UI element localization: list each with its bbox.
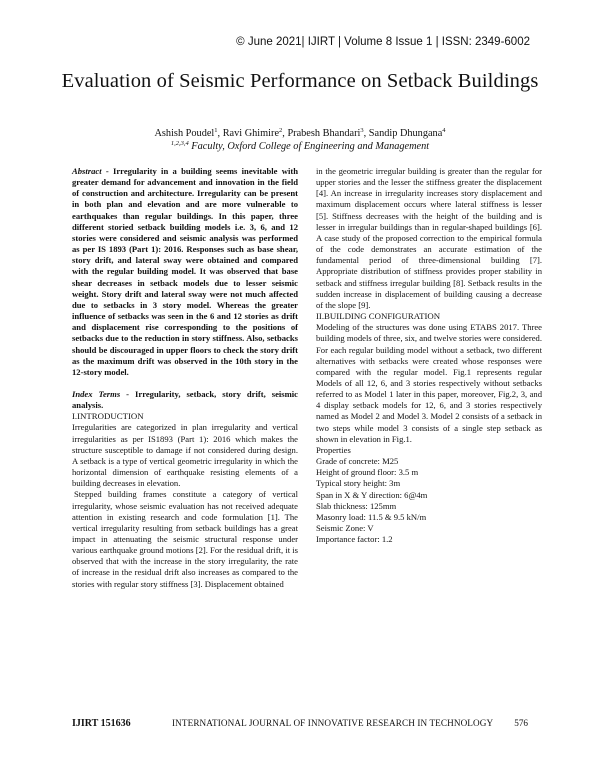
right-column	[316, 166, 542, 545]
author-name: Prabesh Bhandari	[287, 128, 361, 139]
property-item: Height of ground floor: 3.5 m	[316, 467, 419, 478]
property-item: Slab thickness: 125mm	[316, 500, 397, 511]
author-sep: ,	[282, 128, 288, 139]
index-terms	[72, 389, 298, 411]
properties-heading: Properties	[316, 444, 351, 455]
property-item: Span in X & Y direction: 6@4m	[316, 489, 428, 500]
left-column	[72, 166, 298, 590]
author-name: Sandip Dhungana	[368, 128, 443, 139]
property-item: Grade of concrete: M25	[316, 456, 399, 467]
section-heading-introduction: I.INTRODUCTION	[72, 411, 144, 422]
footer-page-number: 576	[514, 718, 528, 728]
author-list	[0, 128, 600, 139]
abstract	[72, 166, 298, 378]
affiliation-text: Faculty, Oxford College of Engineering and Management	[188, 141, 430, 152]
abstract-text: - Irregularity in a building seems inevitable with greater demand for advancement and innovation in the field of construction and architecture. Irregularity can be present in both plan and elevation and are more vulnerable to earthquakes than regular buildings. In this paper, three different storied setback building models i.e. 3, 6, and 12 stories were considered and seismic analysis was performed as per IS 1893 (Part 1): 2016. Responses such as base shear, story drift, and lateral sway were obtained and compared with the regular building model. It was observed that base shear decreases in setback models due to lesser seismic weight. Story drift and lateral sway were not much affected due to setbacks in 3 story model. Whereas the greater influence of setbacks was seen in the 6 and 12 stories as drift and displacement rise corresponding to the positions of setbacks due to the reduction in story stiffness. Also, setbacks should be discouraged in upper floors to check the story drift as the maximum drift was observed in the 10th story in the 12-story model.	[72, 166, 298, 377]
paper-title: Evaluation of Seismic Performance on Setback Buildings	[61, 70, 539, 92]
author-sup: 4	[442, 127, 446, 134]
intro-paragraph: Irregularities are categorized in plan irregularity and vertical irregularities as per IS1893 (Part 1): 2016 which makes the structure susceptible to damage if not considered during design. A setback is a type of vertical geometric irregularity in which the horizontal dimension of earthquake resisting elements of a building decreases in elevation.	[72, 422, 298, 489]
index-terms-text: - Irregularity, setback, story drift, seismic analysis.	[72, 388, 299, 411]
section-heading-building-configuration: II.BUILDING CONFIGURATION	[316, 311, 441, 322]
footer-paper-id: IJIRT 151636	[72, 718, 131, 729]
index-terms-label: Index Terms	[72, 388, 121, 399]
property-item: Typical story height: 3m	[316, 478, 401, 489]
affiliation-sup: 1,2,3,4	[170, 140, 189, 147]
footer-journal-name: INTERNATIONAL JOURNAL OF INNOVATIVE RESEARCH IN TECHNOLOGY	[172, 718, 494, 728]
author-sup: 3	[360, 127, 364, 134]
author-sup: 2	[279, 127, 283, 134]
properties-list	[316, 445, 542, 545]
author-name: Ravi Ghimire	[222, 128, 280, 139]
property-item: Importance factor: 1.2	[316, 534, 393, 545]
body-paragraph: in the geometric irregular building is greater than the regular for upper stories and the lesser the stiffness greater the displacement [4]. An increase in irregularity increases story displacement and maximum displacement occurs where lateral stiffness is lesser [5]. Stiffness decreases with the height of the building and is lesser in irregular buildings than in regular-shaped buildings [6]. A case study of the proposed correction to the empirical formula of the code demonstrates an accurate estimation of the fundamental period of three-dimensional building [7]. Appropriate distribution of stiffness provides proper stability in setback and stiffness irregular building [8]. Setback results in the sudden increase in displacement of building causing a decrease of the slope [9].	[316, 166, 542, 310]
author-sup: 1	[214, 127, 218, 134]
intro-paragraph: Stepped building frames constitute a category of vertical irregularity, whose seismic evaluation has not received adequate attention in existing research and code formulation [1]. The vertical irregularity resulting from setback buildings has a great impact in attenuating the seismic structural response under various earthquake ground motions [2]. For the residual drift, it is observed that with the increase in the story irregularity, the rate of increase in the residual drift also increases as compared to the stories with regular story stiffness [3]. Displacement obtained	[72, 489, 298, 589]
author-sep: ,	[217, 128, 223, 139]
config-paragraph: Modeling of the structures was done using ETABS 2017. Three building models of three, six, and twelve stories were considered. For each regular building model without a setback, two different alternatives with setbacks were created whose responses were compared with the regular model. Fig.1 represents regular Models of all 12, 6, and 3 stories respectively without setbacks referred to as Model 1 later in this paper, moreover, Fig.2, 3, and 4 display setback models for 12, 6, and 3 stories respectively named as Model 2 and Model 3. Model 2 consists of a setback in two steps while model 3 consists of a single step setback as shown in elevation in Fig.1.	[316, 322, 542, 444]
journal-header: © June 2021| IJIRT | Volume 8 Issue 1 | ISSN: 2349-6002	[236, 36, 530, 48]
property-item: Seismic Zone: V	[316, 523, 374, 533]
property-item: Masonry load: 11.5 & 9.5 kN/m	[316, 511, 427, 522]
abstract-label: Abstract	[72, 166, 102, 176]
author-name: Ashish Poudel	[154, 128, 215, 139]
author-sep: ,	[363, 128, 369, 139]
affiliation	[0, 141, 600, 152]
